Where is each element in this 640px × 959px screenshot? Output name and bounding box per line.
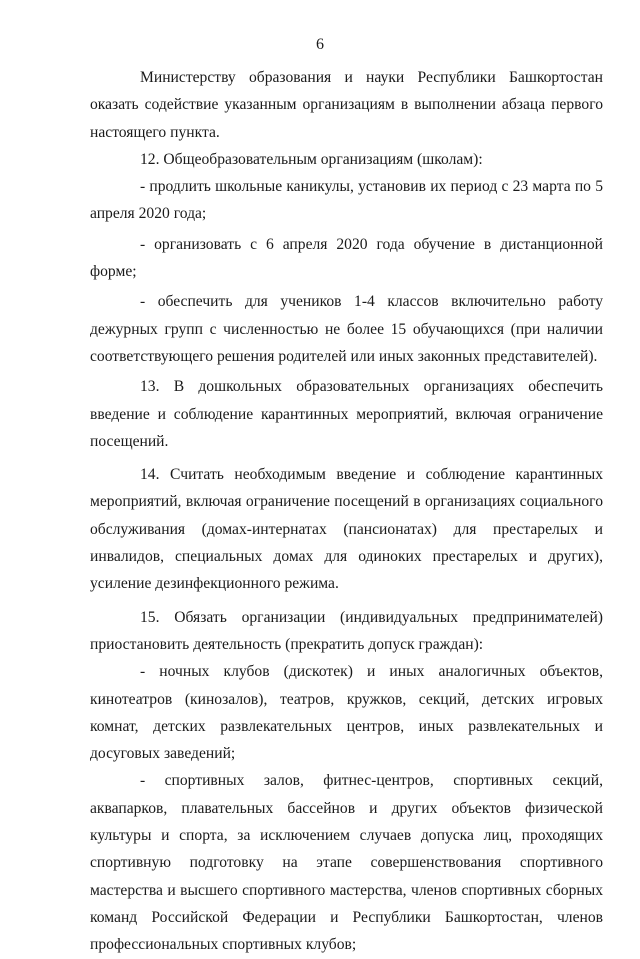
paragraph-item-13: 13. В дошкольных образовательных организациях обеспечить введение и соблюдение карантинных мероприятий, включая ограничение посещений. bbox=[90, 378, 603, 450]
paragraph-ministry-assistance: Министерству образования и науки Республики Башкортостан оказать содействие указанным организациям в выполнении абзаца первого настоящего пункта. bbox=[90, 69, 603, 141]
paragraph-sports-halls: - спортивных залов, фитнес-центров, спортивных секций, аквапарков, плавательных бассейнов и других объектов физической культуры и спорта, за исключением случаев допуска лиц, проходящих спортивную подготовку на этапе совершенствования спортивного мастерства и высшего спортивного мастерства, членов спортивных сборных команд Российской Федерации и Республики Башкортостан, членов профессиональных спортивных клубов; bbox=[90, 772, 603, 954]
paragraph-item-15: 15. Обязать организации (индивидуальных предпринимателей) приостановить деятельность (прекратить допуск граждан): bbox=[90, 608, 603, 653]
paragraph-extend-holidays: - продлить школьные каникулы, установив их период с 23 марта по 5 апреля 2020 года; bbox=[90, 178, 603, 223]
paragraph-night-clubs: - ночных клубов (дискотек) и иных аналогичных объектов, кинотеатров (кинозалов), театров, кружков, секций, детских игровых комнат, детских развлекательных центров, иных развлекательных и досуговых заведений; bbox=[90, 663, 603, 763]
document-body bbox=[90, 64, 603, 959]
paragraph-item-14: 14. Считать необходимым введение и соблюдение карантинных мероприятий, включая ограничение посещений в организациях социального обслуживания (домах-интернатах (пансионатах) для престарелых и инвалидов, специальных домах для одиноких престарелых и других), усиление дезинфекционного режима. bbox=[90, 466, 603, 593]
page-number: 6 bbox=[316, 36, 324, 53]
paragraph-item-12: 12. Общеобразовательным организациям (школам): bbox=[140, 150, 483, 168]
paragraph-distance-learning: - организовать с 6 апреля 2020 года обучение в дистанционной форме; bbox=[90, 235, 603, 281]
paragraph-duty-groups: - обеспечить для учеников 1-4 классов включительно работу дежурных групп с численностью не более 15 обучающихся (при наличии соответствующего решения родителей или иных законных представителей). bbox=[90, 293, 603, 365]
